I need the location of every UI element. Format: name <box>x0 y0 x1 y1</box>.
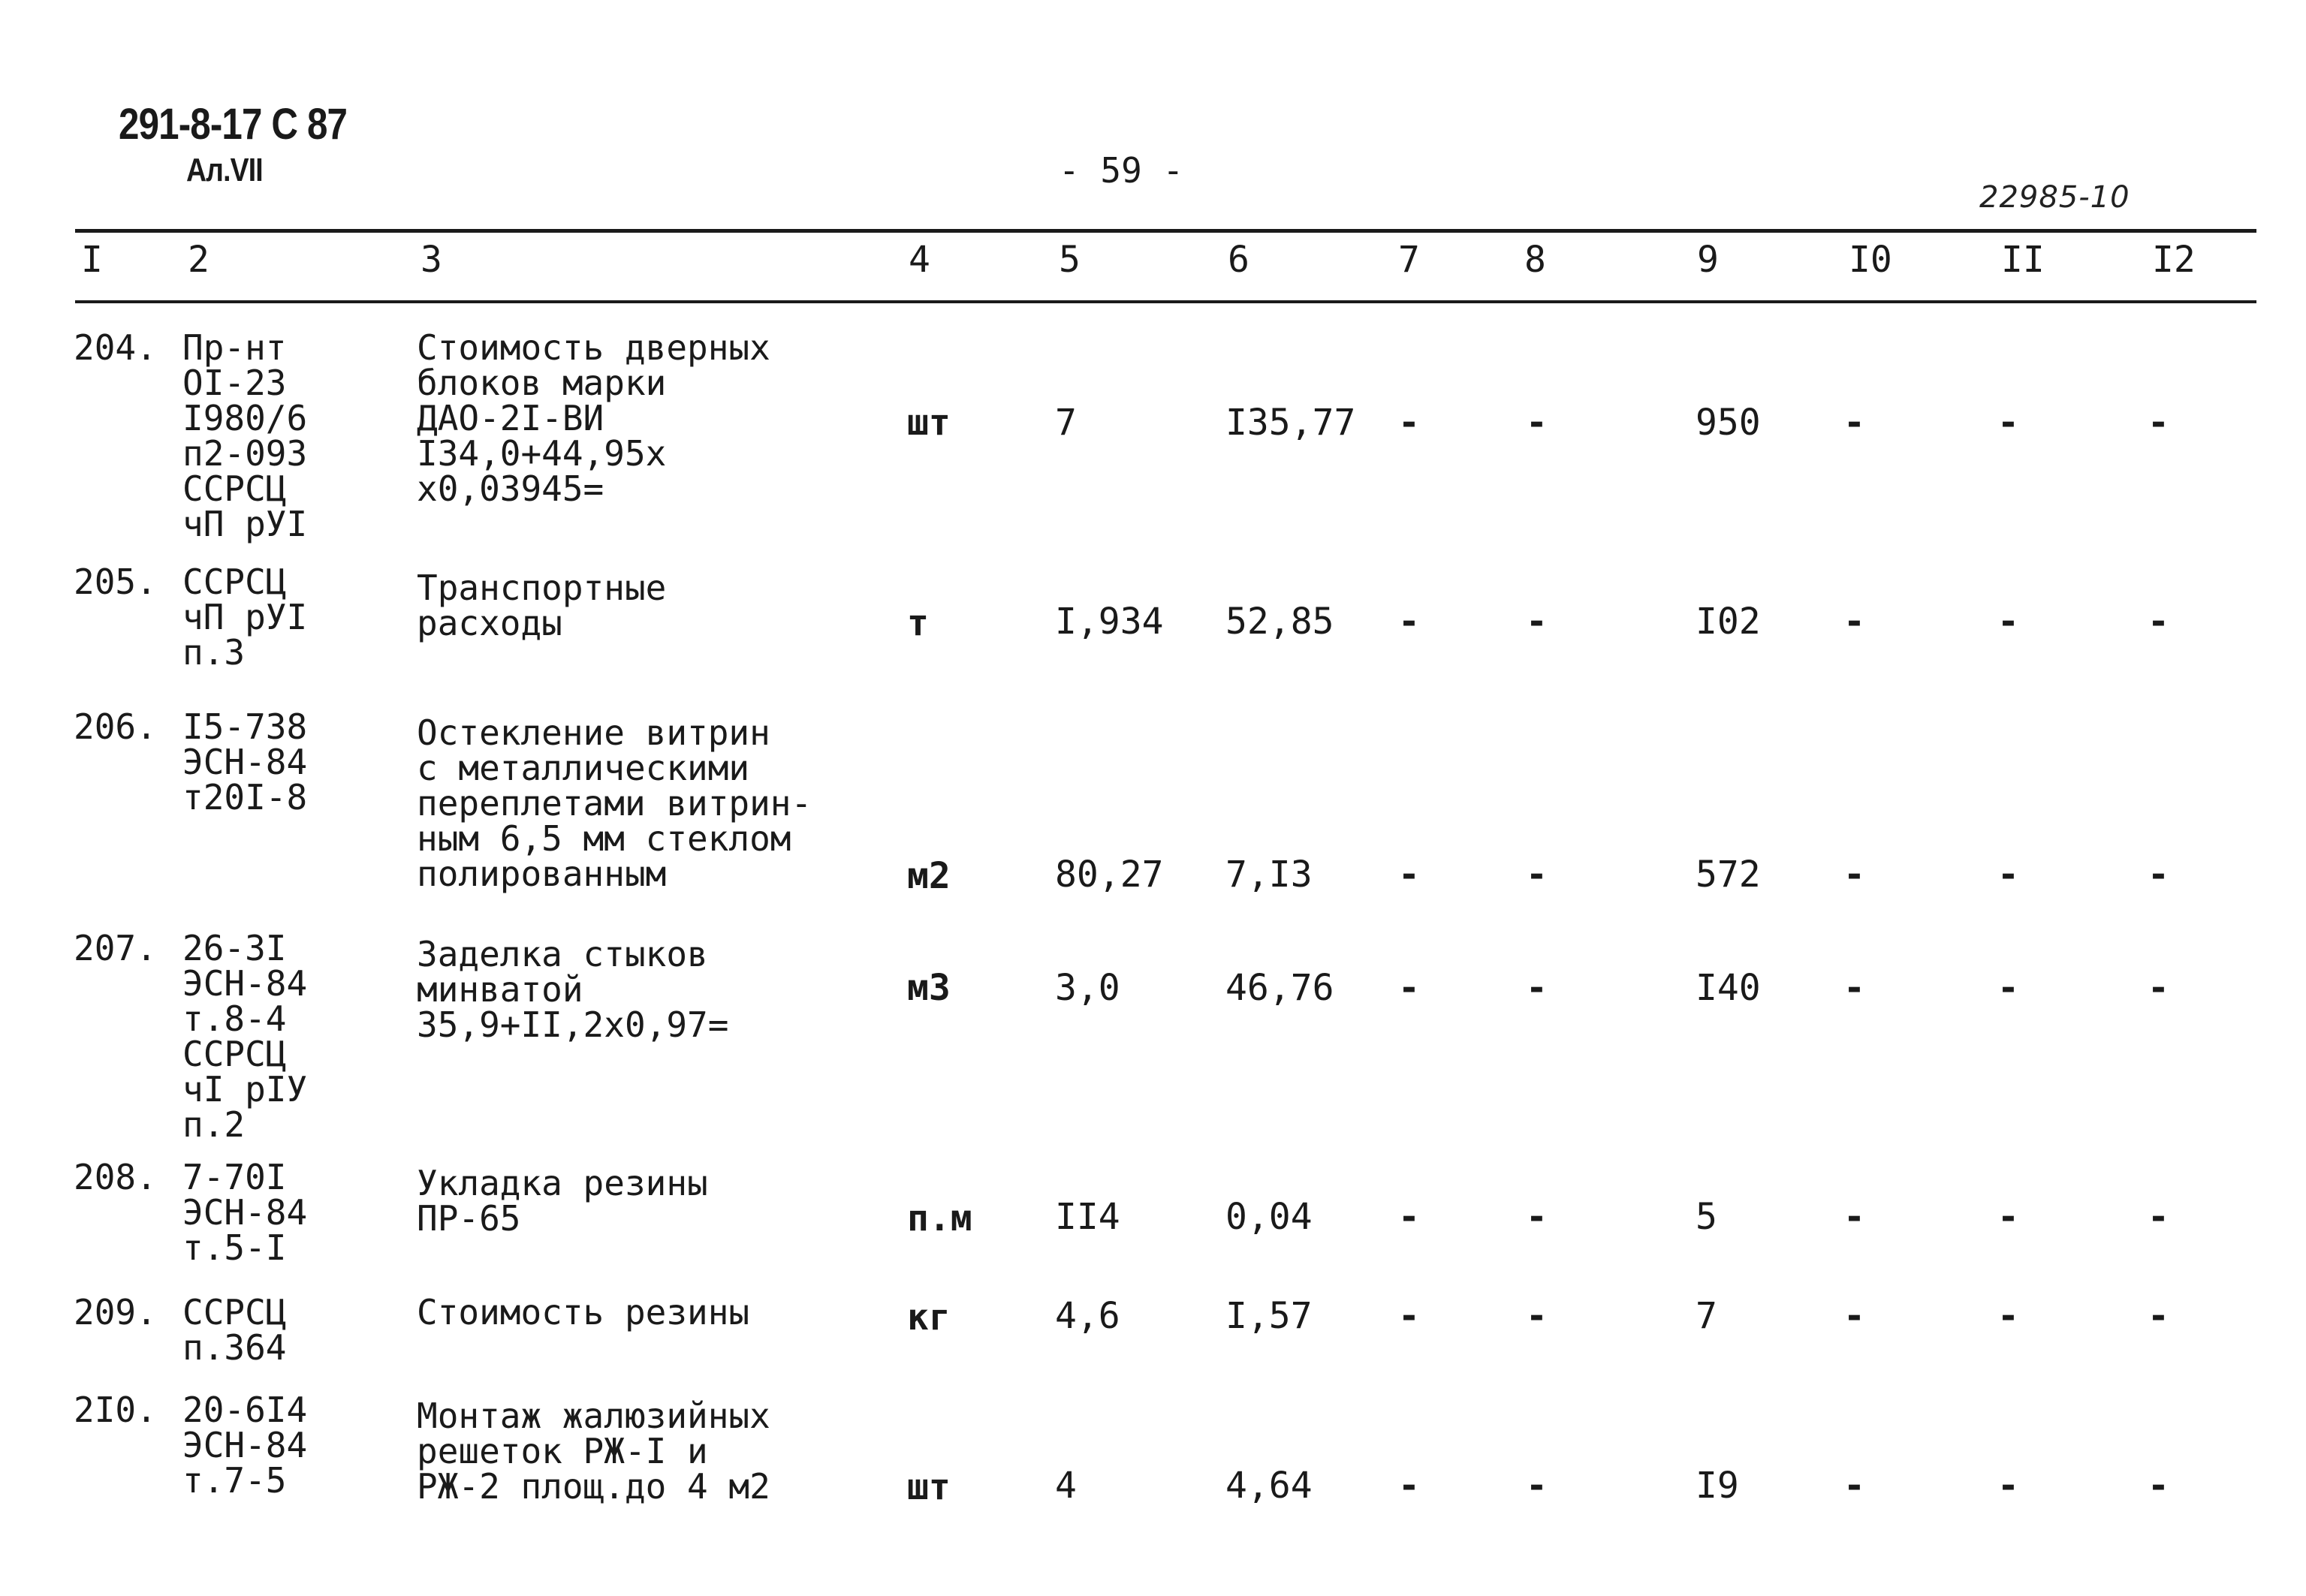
row-col11: - <box>1997 967 2019 1009</box>
row-col12: - <box>2148 1295 2169 1337</box>
row-total: I40 <box>1696 967 1761 1009</box>
row-col8: - <box>1526 1465 1548 1507</box>
row-reference: 7-70I ЭСН-84 т.5-I <box>182 1157 308 1268</box>
row-col8: - <box>1526 854 1548 896</box>
row-unit-price: 46,76 <box>1225 967 1334 1009</box>
handwritten-number: 22985-10 <box>1979 180 2130 215</box>
table-row <box>0 928 2306 1145</box>
row-description: Транспортные расходы <box>417 568 667 643</box>
row-quantity: 3,0 <box>1055 967 1120 1009</box>
row-col8: - <box>1526 402 1548 444</box>
row-description: Стоимость дверных блоков марки ДАО-2I-ВИ I34,0+44,95х х0,03945= <box>417 327 770 509</box>
album-number: Ал.VII <box>186 152 263 188</box>
row-col11: - <box>1997 1465 2019 1507</box>
row-unit-price: I,57 <box>1225 1295 1313 1337</box>
row-total: 7 <box>1696 1295 1717 1337</box>
row-total: 572 <box>1696 854 1761 896</box>
row-col7: - <box>1398 402 1420 444</box>
row-reference: 26-3I ЭСН-84 т.8-4 ССРСЦ чI рIУ п.2 <box>182 928 308 1145</box>
row-unit-price: I35,77 <box>1225 402 1356 444</box>
column-header: I2 <box>2152 239 2196 281</box>
table-row <box>0 1292 2306 1368</box>
row-number: 208. <box>74 1157 157 1197</box>
row-unit: м3 <box>907 967 951 1009</box>
row-quantity: I,934 <box>1055 601 1164 643</box>
page-number: - 59 - <box>1059 150 1184 191</box>
row-col8: - <box>1526 601 1548 643</box>
row-reference: ССРСЦ п.364 <box>182 1292 287 1368</box>
row-unit: шт <box>907 402 951 444</box>
column-header: 3 <box>421 239 442 281</box>
row-col11: - <box>1997 402 2019 444</box>
row-col11: - <box>1997 601 2019 643</box>
row-col10: - <box>1843 854 1865 896</box>
row-number: 209. <box>74 1292 157 1333</box>
row-col11: - <box>1997 1196 2019 1238</box>
row-col7: - <box>1398 967 1420 1009</box>
row-col12: - <box>2148 854 2169 896</box>
row-quantity: 4,6 <box>1055 1295 1120 1337</box>
row-total: 950 <box>1696 402 1761 444</box>
column-header: 5 <box>1059 239 1081 281</box>
row-unit-price: 4,64 <box>1225 1465 1313 1507</box>
row-description: Остекление витрин с металлическими переплетами витрин- ным 6,5 мм стеклом полированным <box>417 712 812 894</box>
row-number: 205. <box>74 562 157 602</box>
row-col10: - <box>1843 1465 1865 1507</box>
column-header: I0 <box>1849 239 1892 281</box>
row-col7: - <box>1398 1196 1420 1238</box>
row-reference: I5-738 ЭСН-84 т20I-8 <box>182 706 308 818</box>
column-header: 8 <box>1524 239 1546 281</box>
row-number: 207. <box>74 928 157 968</box>
row-col10: - <box>1843 601 1865 643</box>
row-quantity: 80,27 <box>1055 854 1164 896</box>
row-col11: - <box>1997 854 2019 896</box>
table-row <box>0 562 2306 673</box>
row-col11: - <box>1997 1295 2019 1337</box>
row-col8: - <box>1526 1196 1548 1238</box>
row-col10: - <box>1843 1295 1865 1337</box>
table-row <box>0 327 2306 544</box>
header-bottom-rule <box>75 300 2256 303</box>
row-description: Стоимость резины <box>417 1292 750 1333</box>
row-description: Заделка стыков минватой 35,9+II,2х0,97= <box>417 934 729 1045</box>
row-description: Монтаж жалюзийных решеток РЖ-I и РЖ-2 площ.до 4 м2 <box>417 1396 770 1507</box>
row-col10: - <box>1843 1196 1865 1238</box>
row-col7: - <box>1398 601 1420 643</box>
row-unit: м2 <box>907 855 951 897</box>
row-col12: - <box>2148 601 2169 643</box>
row-col12: - <box>2148 402 2169 444</box>
header-top-rule <box>75 229 2256 233</box>
table-row <box>0 1390 2306 1508</box>
row-unit-price: 0,04 <box>1225 1196 1313 1238</box>
row-col10: - <box>1843 967 1865 1009</box>
column-header: 9 <box>1697 239 1719 281</box>
row-col12: - <box>2148 1196 2169 1238</box>
row-col12: - <box>2148 967 2169 1009</box>
row-col12: - <box>2148 1465 2169 1507</box>
row-number: 206. <box>74 706 157 747</box>
row-total: I9 <box>1696 1465 1739 1507</box>
row-col10: - <box>1843 402 1865 444</box>
row-quantity: 7 <box>1055 402 1077 444</box>
row-unit-price: 52,85 <box>1225 601 1334 643</box>
column-header: 6 <box>1228 239 1249 281</box>
row-reference: ССРСЦ чП рУI п.3 <box>182 562 308 673</box>
table-row <box>0 1157 2306 1268</box>
row-col7: - <box>1398 1465 1420 1507</box>
column-header: 7 <box>1398 239 1420 281</box>
row-description: Укладка резины ПР-65 <box>417 1163 708 1239</box>
row-total: 5 <box>1696 1196 1717 1238</box>
row-reference: 20-6I4 ЭСН-84 т.7-5 <box>182 1390 308 1501</box>
row-unit: п.м <box>907 1197 972 1239</box>
row-number: 2I0. <box>74 1390 157 1430</box>
row-number: 204. <box>74 327 157 368</box>
row-quantity: II4 <box>1055 1196 1120 1238</box>
row-quantity: 4 <box>1055 1465 1077 1507</box>
row-unit: кг <box>907 1296 951 1339</box>
column-header: 2 <box>188 239 209 281</box>
table-row <box>0 706 2306 897</box>
row-total: I02 <box>1696 601 1761 643</box>
row-col7: - <box>1398 1295 1420 1337</box>
column-header: II <box>2001 239 2045 281</box>
row-reference: Пр-нт ОI-23 I980/6 п2-093 ССРСЦ чП рУI <box>182 327 308 544</box>
row-col8: - <box>1526 967 1548 1009</box>
row-unit: т <box>907 602 929 644</box>
row-unit-price: 7,I3 <box>1225 854 1313 896</box>
column-header: I <box>81 239 103 281</box>
row-unit: шт <box>907 1466 951 1508</box>
document-code: 291-8-17 С 87 <box>119 100 348 149</box>
row-col7: - <box>1398 854 1420 896</box>
row-col8: - <box>1526 1295 1548 1337</box>
column-header: 4 <box>909 239 930 281</box>
